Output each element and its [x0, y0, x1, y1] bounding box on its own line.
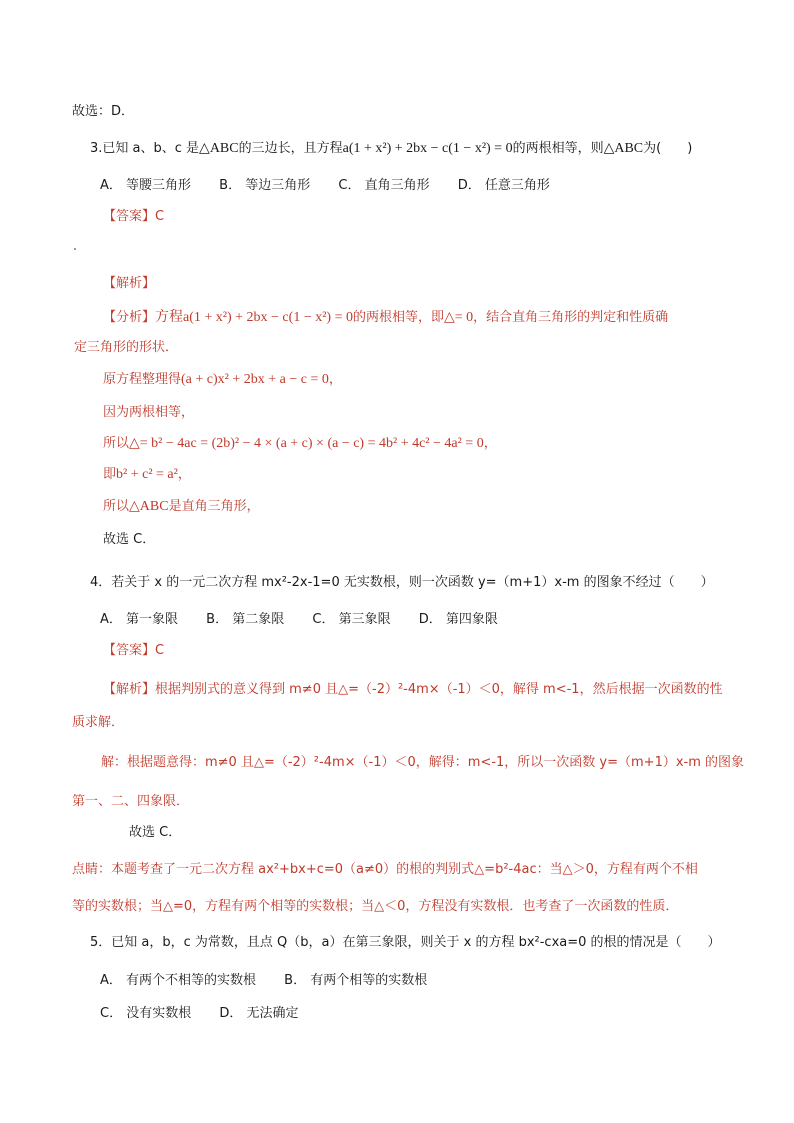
q4-comment-line2: 等的实数根；当△=0，方程有两个相等的实数根；当△＜0，方程没有实数根．也考查了一次函数的性质．	[72, 899, 679, 914]
answer-label: 【答案】	[103, 643, 156, 658]
q5-option-a: A． 有两个不相等的实数根	[100, 973, 257, 988]
q3-stem-part: 为( )	[643, 141, 693, 156]
q3-stem-part: 的三边长，且方程	[238, 141, 343, 156]
step-text: 原方程整理得	[103, 372, 182, 387]
step-equation: b² + c² = a²	[116, 467, 178, 482]
q3-analysis-label: 【解析】	[103, 276, 156, 291]
q3-option-d: D． 任意三角形	[457, 178, 550, 193]
answer-label: 【答案】	[103, 209, 156, 224]
q4-solution-line2: 第一、二、四象限．	[72, 794, 190, 809]
q3-step4	[103, 466, 191, 484]
q3-equation: a(1 + x²) + 2bx − c(1 − x²) = 0	[342, 141, 513, 156]
jiexi-label: 【解析】	[103, 682, 156, 697]
step-text: ，	[328, 372, 342, 387]
q3-step6: 故选 C．	[103, 532, 156, 547]
q3-step5	[103, 498, 260, 516]
q4-solution-line3: 故选 C．	[129, 825, 182, 840]
q3-answer	[103, 208, 164, 226]
q3-option-c: C． 直角三角形	[338, 178, 430, 193]
q4-option-c: C． 第三象限	[312, 612, 391, 627]
q4-option-d: D． 第四象限	[418, 612, 498, 627]
q3-triangle: △ABC	[199, 141, 239, 156]
answer-value: C	[155, 209, 165, 224]
q3-step3	[103, 435, 497, 453]
q3-triangle: △ABC	[603, 141, 644, 156]
q4-options	[100, 611, 522, 629]
q4-option-a: A． 第一象限	[100, 612, 179, 627]
step-text: ，	[483, 436, 497, 451]
q3-stem-part: 的两根相等，则	[512, 141, 604, 156]
step-equation: △= b² − 4ac = (2b)² − 4 × (a + c) × (a − c) = 4b² + 4c² − 4a² = 0	[129, 436, 484, 451]
q3-stem-part: 3.已知 a、b、c 是	[90, 141, 200, 156]
fenxi-label: 【分析】	[103, 310, 156, 325]
q4-jiexi-line2: 质求解．	[72, 715, 125, 730]
q4-stem: 4．若关于 x 的一元二次方程 mx²-2x-1=0 无实数根，则一次函数 y=（m+1）x-m 的图象不经过（ ）	[90, 575, 714, 590]
step-text: ，	[177, 467, 191, 482]
q5-stem: 5．已知 a，b，c 为常数，且点 Q（b，a）在第三象限，则关于 x 的方程 bx²-cxa=0 的根的情况是（ ）	[90, 935, 721, 950]
step-text: 即	[103, 467, 117, 482]
q4-option-b: B． 第二象限	[206, 612, 285, 627]
q3-step1	[103, 371, 342, 389]
step-text: 所以	[103, 499, 130, 514]
step-text: 所以	[103, 436, 130, 451]
step-text: 是直角三角形，	[168, 499, 260, 514]
q3-option-b: B． 等边三角形	[219, 178, 311, 193]
q4-solution-line1: 解：根据题意得：m≠0 且△=（-2）²-4m×（-1）＜0，解得：m<-1，所以一次函数 y=（m+1）x-m 的图象	[101, 755, 745, 770]
q5-options-row1	[100, 972, 451, 990]
fenxi-text: ，结合直角三角形的判定和性质确	[473, 310, 669, 325]
q5-option-d: D． 无法确定	[219, 1006, 299, 1021]
q3-fenxi-line1	[103, 309, 668, 327]
q5-options-row2	[100, 1005, 323, 1023]
q3-step2: 因为两根相等，	[103, 405, 195, 420]
q2-answer-line: 故选：D．	[72, 104, 135, 119]
jiexi-text: 根据判别式的意义得到 m≠0 且△=（-2）²-4m×（-1）＜0，解得 m<-1，然后根据一次函数的性	[155, 682, 723, 697]
q5-option-c: C． 没有实数根	[100, 1006, 192, 1021]
fenxi-delta: △= 0	[443, 310, 474, 325]
q3-options	[100, 177, 574, 195]
q4-comment-line1: 点睛：本题考查了一元二次方程 ax²+bx+c=0（a≠0）的根的判别式△=b²-4ac：当△＞0，方程有两个不相	[72, 862, 698, 877]
q3-fenxi-line2: 定三角形的形状．	[74, 340, 179, 355]
q5-option-b: B． 有两个相等的实数根	[284, 973, 428, 988]
q4-jiexi-line1	[103, 681, 723, 699]
q3-stem	[90, 140, 692, 158]
stray-dot	[74, 248, 76, 250]
step-equation: (a + c)x² + 2bx + a − c = 0	[181, 372, 329, 387]
fenxi-text: 的两根相等，即	[352, 310, 444, 325]
fenxi-equation: 方程a(1 + x²) + 2bx − c(1 − x²) = 0	[155, 310, 353, 325]
q4-answer	[103, 642, 164, 660]
q3-option-a: A． 等腰三角形	[100, 178, 192, 193]
step-equation: △ABC	[129, 499, 169, 514]
answer-value: C	[155, 643, 165, 658]
